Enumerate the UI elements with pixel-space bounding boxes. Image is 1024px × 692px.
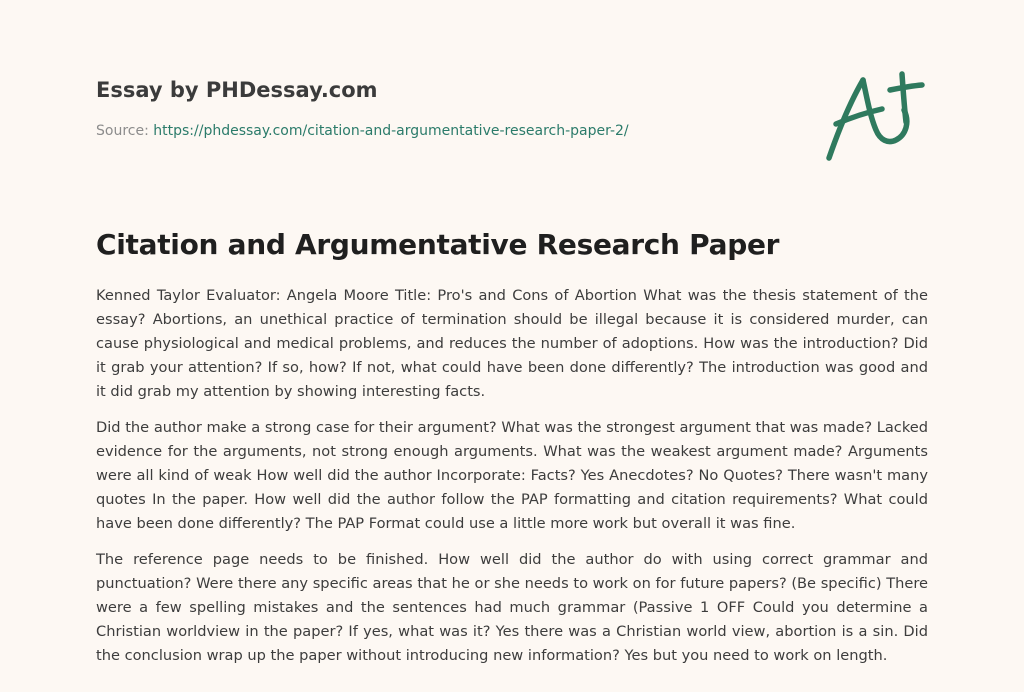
essay-paragraph: The reference page needs to be finished. How well did the author do with using correct grammar and punctuation? Were there any specific areas that he or she needs to work on for future papers? (Be specific) There were a few spelling mistakes and the sentences had much grammar (Passive 1 OFF Could you determine a Christian worldview in the paper? If yes, what was it? Yes there was a Christian world view, abortion is a sin. Did the conclusion wrap up the paper without introducing new information? Yes but you need to work on length. bbox=[96, 551, 928, 664]
site-title: Essay by PHDessay.com bbox=[96, 78, 378, 102]
site-header bbox=[96, 76, 796, 140]
source-label: Source: bbox=[96, 123, 149, 139]
essay-title: Citation and Argumentative Research Paper bbox=[96, 228, 780, 261]
a-plus-grade-icon bbox=[822, 66, 932, 166]
essay-content bbox=[96, 226, 928, 680]
source-link[interactable]: https://phdessay.com/citation-and-argumentative-research-paper-2/ bbox=[153, 123, 629, 139]
essay-paragraph: Did the author make a strong case for their argument? What was the strongest argument that was made? Lacked evidence for the arguments, not strong enough arguments. What was the weakest argument made? Arguments were all kind of weak How well did the author Incorporate: Facts? Yes Anecdotes? No Quotes? There wasn't many quotes In the paper. How well did the author follow the PAP formatting and citation requirements? What could have been done differently? The PAP Format could use a little more work but overall it was fine. bbox=[96, 419, 928, 532]
essay-paragraph: Kenned Taylor Evaluator: Angela Moore Title: Pro's and Cons of Abortion What was the thesis statement of the essay? Abortions, an unethical practice of termination should be illegal because it is considered murder, can cause physiological and medical problems, and reduces the number of adoptions. How was the introduction? Did it grab your attention? If so, how? If not, what could have been done differently? The introduction was good and it did grab my attention by showing interesting facts. bbox=[96, 287, 928, 400]
source-line bbox=[96, 122, 796, 140]
